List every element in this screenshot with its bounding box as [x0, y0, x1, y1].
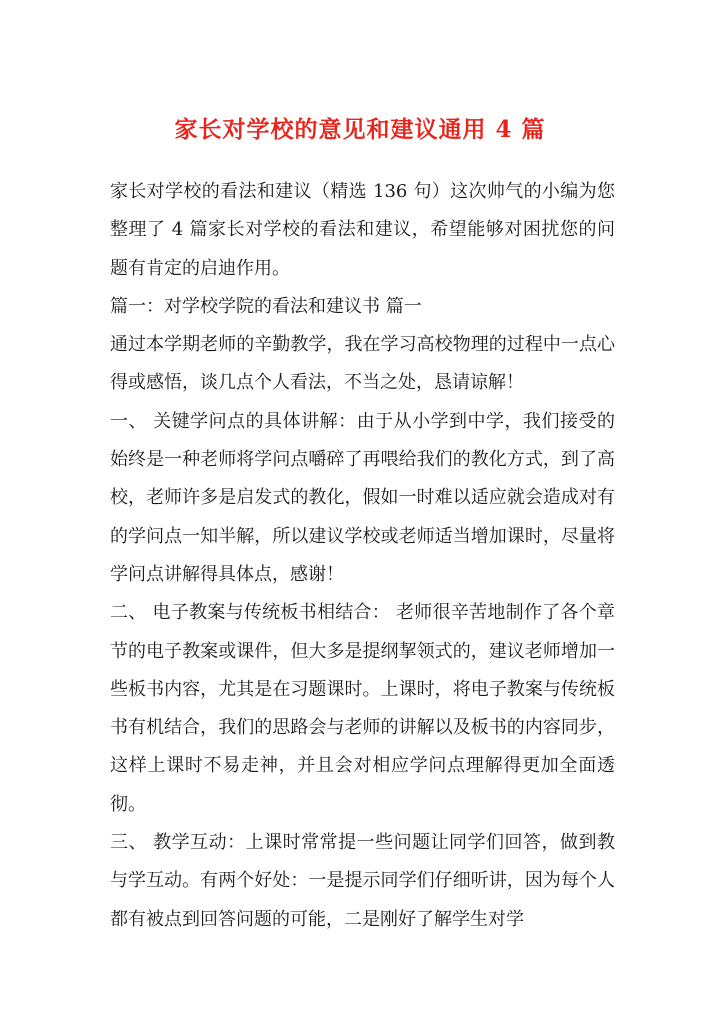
- paragraph-section-heading: 篇一：对学校学院的看法和建议书 篇一: [110, 295, 422, 317]
- paragraph-opening: 通过本学期老师的辛勤教学，我在学习高校物理的过程中一点心得或感悟，谈几点个人看法，不当之处，恳请谅解！: [110, 334, 615, 394]
- document-title: 家长对学校的意见和建议通用 4 篇: [174, 116, 546, 143]
- paragraph-point-3: 三、 教学互动：上课时常常提一些问题让同学们回答，做到教与学互动。有两个好处：一是提示同学们仔细听讲，因为每个人都有被点到回答问题的可能，二是刚好了解学生对学: [110, 832, 615, 930]
- paragraph-intro: 家长对学校的看法和建议（精选 136 句）这次帅气的小编为您整理了 4 篇家长对学校的看法和建议，希望能够对困扰您的问题有肯定的启迪作用。: [110, 181, 615, 279]
- paragraph-point-2: 二、 电子教案与传统板书相结合： 老师很辛苦地制作了各个章节的电子教案或课件，但大多是提纲挈领式的，建议老师增加一些板书内容，尤其是在习题课时。上课时，将电子教案与传统板书有机结合，我们的思路会与老师的讲解以及板书的内容同步，这样上课时不易走神，并且会对相应学问点理解得更加全面透彻。: [110, 602, 615, 815]
- document-body: [110, 173, 615, 939]
- paragraph-point-1: 一、 关键学问点的具体讲解：由于从小学到中学，我们接受的始终是一种老师将学问点嚼碎了再喂给我们的教化方式，到了高校，老师许多是启发式的教化，假如一时难以适应就会造成对有的学问点一知半解，所以建议学校或老师适当增加课时，尽量将学问点讲解得具体点，感谢！: [110, 410, 615, 585]
